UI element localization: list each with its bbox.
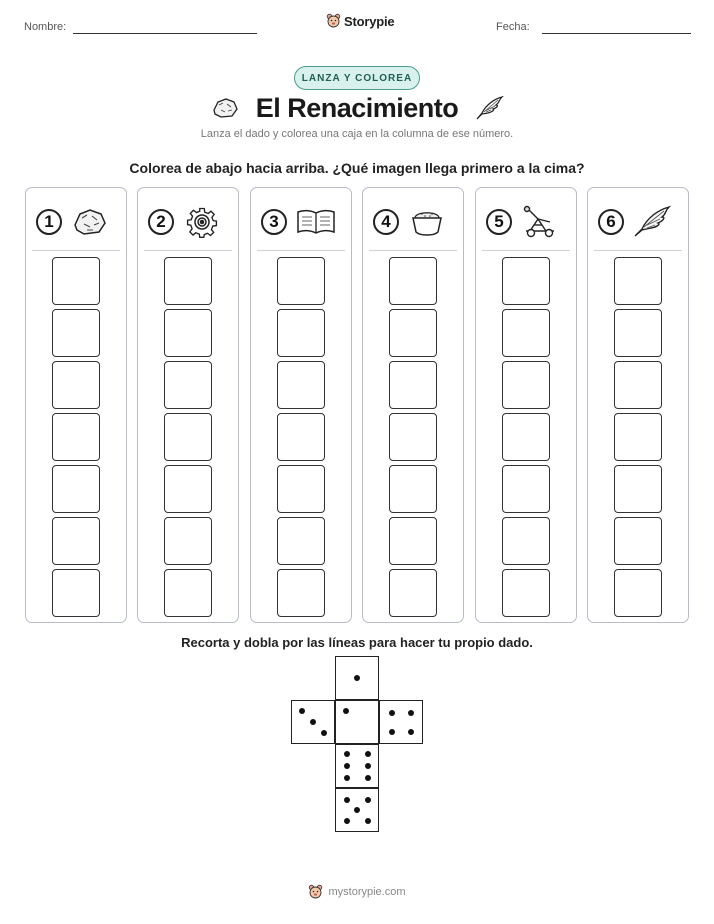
page-title: El Renacimiento bbox=[255, 92, 459, 123]
color-box[interactable] bbox=[614, 361, 662, 409]
color-box[interactable] bbox=[277, 257, 325, 305]
die-face-4 bbox=[379, 700, 423, 744]
color-box[interactable] bbox=[52, 517, 100, 565]
instruction: Colorea de abajo hacia arriba. ¿Qué imagen llega primero a la cima? bbox=[129, 160, 585, 176]
column-header bbox=[598, 204, 682, 240]
die-pip bbox=[344, 763, 350, 769]
color-box[interactable] bbox=[614, 517, 662, 565]
column-number: 6 bbox=[598, 209, 624, 235]
catapult-icon bbox=[520, 205, 560, 239]
color-box[interactable] bbox=[614, 569, 662, 617]
color-box[interactable] bbox=[389, 413, 437, 461]
column-header bbox=[486, 204, 570, 240]
color-box[interactable] bbox=[389, 309, 437, 357]
die-pip bbox=[344, 818, 350, 824]
die-pip bbox=[389, 710, 395, 716]
color-box[interactable] bbox=[502, 413, 550, 461]
column-divider bbox=[594, 250, 682, 251]
open-book-icon bbox=[295, 205, 337, 239]
column-header bbox=[373, 204, 457, 240]
color-box[interactable] bbox=[52, 257, 100, 305]
color-box[interactable] bbox=[389, 465, 437, 513]
color-box[interactable] bbox=[164, 517, 212, 565]
die-pip bbox=[408, 729, 414, 735]
footer bbox=[0, 884, 714, 900]
gold-nugget-icon bbox=[210, 96, 240, 120]
color-box[interactable] bbox=[502, 569, 550, 617]
color-box[interactable] bbox=[52, 413, 100, 461]
die-pip bbox=[343, 708, 349, 714]
die-pip bbox=[365, 751, 371, 757]
column-header bbox=[261, 204, 345, 240]
column-number: 3 bbox=[261, 209, 287, 235]
gear-icon bbox=[182, 205, 222, 239]
color-box[interactable] bbox=[164, 413, 212, 461]
column-4 bbox=[362, 187, 464, 623]
die-pip bbox=[365, 775, 371, 781]
bowl-icon bbox=[407, 205, 447, 239]
brand-logo bbox=[326, 13, 394, 29]
die-pip bbox=[365, 797, 371, 803]
die-face-1 bbox=[335, 700, 379, 744]
color-box[interactable] bbox=[52, 465, 100, 513]
column-divider bbox=[369, 250, 457, 251]
color-box[interactable] bbox=[164, 309, 212, 357]
color-box[interactable] bbox=[502, 361, 550, 409]
die-pip bbox=[365, 763, 371, 769]
column-number: 4 bbox=[373, 209, 399, 235]
die-pip bbox=[321, 730, 327, 736]
color-box[interactable] bbox=[277, 517, 325, 565]
die-face-1 bbox=[335, 656, 379, 700]
worksheet-header bbox=[0, 0, 714, 50]
color-box[interactable] bbox=[164, 465, 212, 513]
color-box[interactable] bbox=[277, 465, 325, 513]
color-box[interactable] bbox=[614, 309, 662, 357]
wing-icon bbox=[474, 95, 504, 121]
color-box[interactable] bbox=[389, 361, 437, 409]
color-box[interactable] bbox=[277, 569, 325, 617]
column-2 bbox=[137, 187, 239, 623]
color-box[interactable] bbox=[389, 517, 437, 565]
gold-nugget-icon bbox=[70, 205, 110, 239]
bear-logo-icon bbox=[326, 13, 341, 29]
title-row bbox=[0, 90, 714, 126]
die-pip bbox=[408, 710, 414, 716]
date-field[interactable] bbox=[542, 33, 691, 34]
color-box[interactable] bbox=[52, 361, 100, 409]
die-pip bbox=[310, 719, 316, 725]
column-divider bbox=[482, 250, 570, 251]
color-box[interactable] bbox=[277, 309, 325, 357]
name-label: Nombre: bbox=[24, 21, 67, 33]
die-face-6 bbox=[335, 744, 379, 788]
die-face-3 bbox=[291, 700, 335, 744]
column-divider bbox=[32, 250, 120, 251]
column-6 bbox=[587, 187, 689, 623]
column-5 bbox=[475, 187, 577, 623]
race-columns bbox=[25, 187, 689, 623]
column-number: 5 bbox=[486, 209, 512, 235]
bear-logo-icon bbox=[308, 884, 323, 900]
color-box[interactable] bbox=[389, 569, 437, 617]
color-box[interactable] bbox=[614, 257, 662, 305]
name-field[interactable] bbox=[73, 33, 257, 34]
color-box[interactable] bbox=[164, 569, 212, 617]
column-header bbox=[36, 204, 120, 240]
die-pip bbox=[354, 807, 360, 813]
die-pip bbox=[365, 818, 371, 824]
color-box[interactable] bbox=[502, 257, 550, 305]
column-header bbox=[148, 204, 232, 240]
column-number: 2 bbox=[148, 209, 174, 235]
wing-icon bbox=[632, 205, 672, 239]
subtitle: Lanza el dado y colorea una caja en la columna de ese número. bbox=[200, 128, 514, 140]
color-box[interactable] bbox=[164, 257, 212, 305]
color-box[interactable] bbox=[277, 361, 325, 409]
cut-instruction: Recorta y dobla por las líneas para hacer tu propio dado. bbox=[181, 635, 533, 650]
color-box[interactable] bbox=[164, 361, 212, 409]
color-box[interactable] bbox=[52, 569, 100, 617]
die-pip bbox=[344, 751, 350, 757]
column-divider bbox=[144, 250, 232, 251]
color-box[interactable] bbox=[502, 309, 550, 357]
color-box[interactable] bbox=[389, 257, 437, 305]
die-pip bbox=[354, 675, 360, 681]
color-box[interactable] bbox=[502, 465, 550, 513]
color-box[interactable] bbox=[614, 465, 662, 513]
brand-name: Storypie bbox=[344, 13, 395, 29]
column-number: 1 bbox=[36, 209, 62, 235]
die-pip bbox=[299, 708, 305, 714]
column-1 bbox=[25, 187, 127, 623]
column-3 bbox=[250, 187, 352, 623]
die-face-5 bbox=[335, 788, 379, 832]
die-pip bbox=[389, 729, 395, 735]
color-box[interactable] bbox=[52, 309, 100, 357]
column-divider bbox=[257, 250, 345, 251]
activity-badge: LANZA Y COLOREA bbox=[294, 66, 420, 90]
die-pip bbox=[344, 775, 350, 781]
color-box[interactable] bbox=[277, 413, 325, 461]
die-pip bbox=[344, 797, 350, 803]
color-box[interactable] bbox=[502, 517, 550, 565]
footer-url: mystorypie.com bbox=[328, 886, 406, 898]
date-label: Fecha: bbox=[496, 21, 530, 33]
color-box[interactable] bbox=[614, 413, 662, 461]
